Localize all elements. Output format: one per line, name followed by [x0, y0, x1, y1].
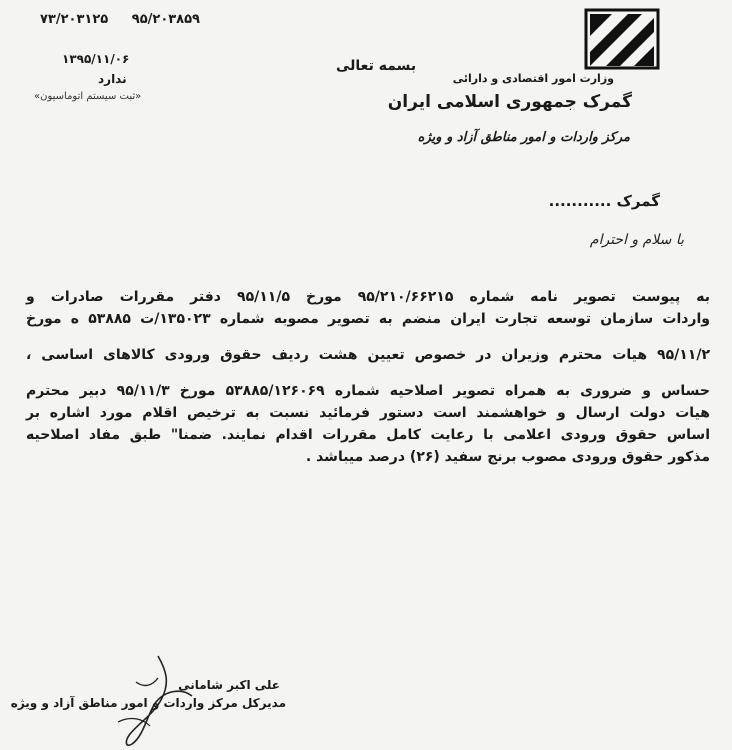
body-line: اساس حقوق ورودی اعلامی با رعایت کامل مقررات اقدام نمایند. ضمنا" طبق مفاد اصلاحیه — [26, 427, 710, 443]
letter-body — [26, 286, 710, 468]
customs-logo-icon — [584, 8, 660, 70]
body-line: هیات دولت ارسال و خواهشمند است دستور فرمائید نسبت به ترخیص اقلام مورد اشاره بر — [26, 405, 710, 421]
customs-name: گمرک جمهوری اسلامی ایران — [387, 92, 632, 112]
greeting: با سلام و احترام — [589, 232, 684, 248]
body-line: ۹۵/۱۱/۲ هیات محترم وزیران در خصوص تعیین هشت ردیف حقوق ورودی کالاهای اساسی ، — [26, 347, 710, 363]
reference-number: ۹۵/۲۰۳۸۵۹ — [131, 12, 200, 27]
body-line: مذکور حقوق ورودی مصوب برنج سفید (۲۶) درصد میباشد . — [305, 449, 710, 465]
recipient: گمرک ........... — [548, 192, 660, 210]
basmala-heading: بسمه تعالی — [336, 58, 417, 74]
signatory-name: علی اکبر شامانی — [178, 678, 280, 692]
body-line: به پیوست تصویر نامه شماره ۹۵/۲۱۰/۶۶۲۱۵ مورخ ۹۵/۱۱/۵ دفتر مقررات صادرات و — [26, 289, 711, 305]
body-line: حساس و ضروری به همراه تصویر اصلاحیه شماره ۵۳۸۸۵/۱۲۶۰۶۹ مورخ ۹۵/۱۱/۳ دبیر محترم — [26, 383, 710, 399]
letter-date: ۱۳۹۵/۱۱/۰۶ — [62, 52, 130, 66]
center-name: مرکز واردات و امور مناطق آزاد و ویژه — [417, 130, 630, 145]
body-line: واردات سازمان توسعه تجارت ایران منضم به تصویر مصوبه شماره ۱۳۵۰۲۳/ت ۵۳۸۸۵ ه مورخ — [26, 311, 710, 327]
signatory-title: مدیرکل مرکز واردات و امور مناطق آزاد و ویژه — [10, 696, 286, 710]
reference-row — [40, 12, 200, 27]
ministry-name: وزارت امور اقتصادی و دارائی — [452, 72, 614, 85]
indicator-number: ۷۳/۲۰۳۱۲۵ — [40, 12, 109, 27]
system-note: «ثبت سیستم اتوماسیون» — [34, 91, 142, 102]
attachment-status: ندارد — [98, 72, 127, 86]
